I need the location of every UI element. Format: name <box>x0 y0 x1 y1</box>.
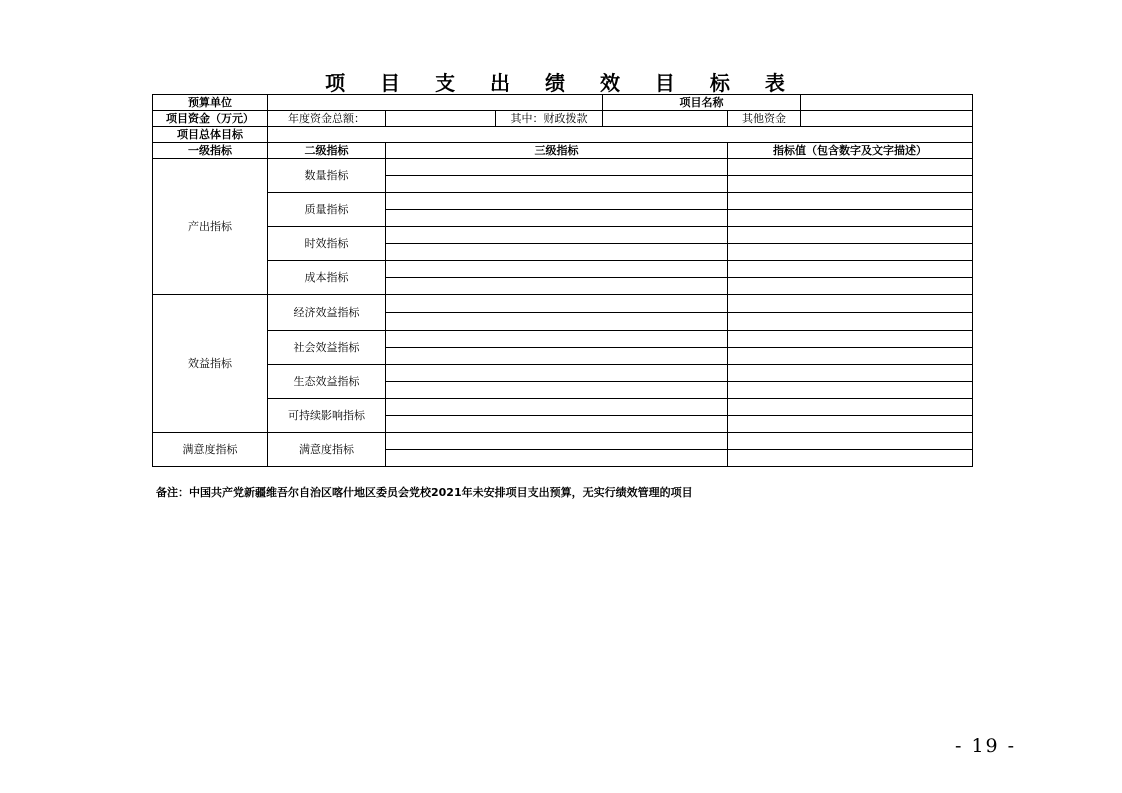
level3-cell <box>386 313 728 331</box>
level3-cell <box>386 348 728 365</box>
level3-cell <box>386 331 728 348</box>
level3-cell <box>386 193 728 210</box>
value-cell <box>728 416 973 433</box>
header-level3: 三级指标 <box>386 143 728 159</box>
value-cell <box>728 382 973 399</box>
level2-cost: 成本指标 <box>268 261 386 295</box>
value-cell <box>728 433 973 450</box>
table-row <box>153 227 973 244</box>
value-cell <box>728 365 973 382</box>
label-unit: 预算单位 <box>153 95 268 111</box>
level2-social: 社会效益指标 <box>268 331 386 365</box>
label-other: 其他资金 <box>728 111 801 127</box>
level3-cell <box>386 159 728 176</box>
value-cell <box>728 348 973 365</box>
level3-cell <box>386 433 728 450</box>
value-other <box>801 111 973 127</box>
value-project-name <box>801 95 973 111</box>
level3-cell <box>386 278 728 295</box>
level3-cell <box>386 450 728 467</box>
label-project-name: 项目名称 <box>603 95 801 111</box>
table-row <box>153 295 973 313</box>
table-row <box>153 159 973 176</box>
level1-satisfaction: 满意度指标 <box>153 433 268 467</box>
level3-cell <box>386 210 728 227</box>
level3-cell <box>386 416 728 433</box>
table-row <box>153 365 973 382</box>
level2-economic: 经济效益指标 <box>268 295 386 331</box>
label-fiscal: 其中：财政拨款 <box>496 111 603 127</box>
value-cell <box>728 295 973 313</box>
label-funds: 项目资金（万元） <box>153 111 268 127</box>
value-cell <box>728 450 973 467</box>
value-cell <box>728 399 973 416</box>
level2-ecological: 生态效益指标 <box>268 365 386 399</box>
value-cell <box>728 227 973 244</box>
level1-output: 产出指标 <box>153 159 268 295</box>
header-level2: 二级指标 <box>268 143 386 159</box>
value-cell <box>728 278 973 295</box>
table-row <box>153 433 973 450</box>
table-note: 备注：中国共产党新疆维吾尔自治区喀什地区委员会党校2021年未安排项目支出预算，无实行绩效管理的项目 <box>156 486 693 499</box>
row-overall-goal <box>153 127 973 143</box>
label-annual-total: 年度资金总额： <box>268 111 386 127</box>
value-cell <box>728 193 973 210</box>
level2-timeliness: 时效指标 <box>268 227 386 261</box>
row-unit <box>153 95 973 111</box>
value-cell <box>728 261 973 278</box>
value-cell <box>728 159 973 176</box>
level3-cell <box>386 295 728 313</box>
row-funds <box>153 111 973 127</box>
level2-sustainable: 可持续影响指标 <box>268 399 386 433</box>
page-number: - 19 - <box>955 735 1017 757</box>
table-row <box>153 193 973 210</box>
level3-cell <box>386 365 728 382</box>
level3-cell <box>386 382 728 399</box>
header-level1: 一级指标 <box>153 143 268 159</box>
performance-target-table <box>152 94 973 467</box>
level1-benefit: 效益指标 <box>153 295 268 433</box>
table-row <box>153 261 973 278</box>
row-header <box>153 143 973 159</box>
value-cell <box>728 331 973 348</box>
level3-cell <box>386 244 728 261</box>
value-cell <box>728 210 973 227</box>
value-cell <box>728 244 973 261</box>
level2-quantity: 数量指标 <box>268 159 386 193</box>
level3-cell <box>386 261 728 278</box>
level3-cell <box>386 227 728 244</box>
level2-satisfaction: 满意度指标 <box>268 433 386 467</box>
value-cell <box>728 176 973 193</box>
level3-cell <box>386 176 728 193</box>
form-title: 项 目 支 出 绩 效 目 标 表 <box>325 71 799 95</box>
value-fiscal <box>603 111 728 127</box>
level2-quality: 质量指标 <box>268 193 386 227</box>
value-overall-goal <box>268 127 973 143</box>
table-row <box>153 399 973 416</box>
value-cell <box>728 313 973 331</box>
level3-cell <box>386 399 728 416</box>
table-row <box>153 331 973 348</box>
header-value: 指标值（包含数字及文字描述） <box>728 143 973 159</box>
value-annual-total <box>386 111 496 127</box>
value-unit <box>268 95 603 111</box>
label-overall-goal: 项目总体目标 <box>153 127 268 143</box>
